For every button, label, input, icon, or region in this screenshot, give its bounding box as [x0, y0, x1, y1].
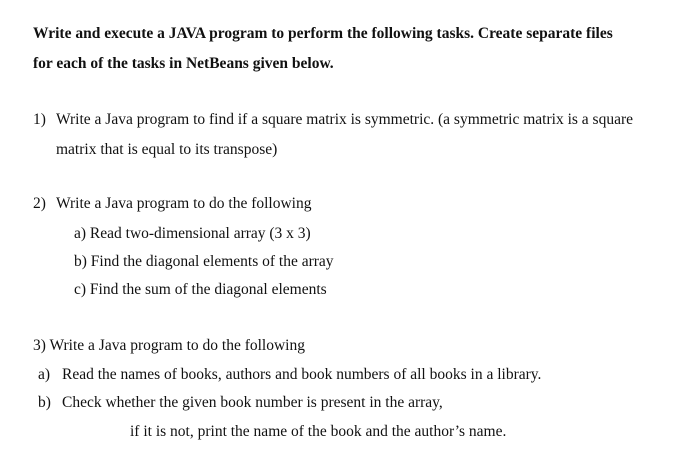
task-3-item-b-text: Check whether the given book number is present in the array, — [62, 394, 443, 411]
task-3-continuation: if it is not, print the name of the book and the author’s name. — [130, 423, 507, 440]
task-3-heading: 3) Write a Java program to do the following — [33, 337, 305, 354]
task-2-item-a: a) Read two-dimensional array (3 x 3) — [74, 225, 311, 242]
intro-line-2: for each of the tasks in NetBeans given below. — [33, 55, 334, 72]
task-2-number: 2) — [33, 195, 46, 212]
task-2-item-c: c) Find the sum of the diagonal elements — [74, 281, 327, 298]
intro-line-1: Write and execute a JAVA program to perform the following tasks. Create separate files — [33, 25, 613, 42]
task-3-item-a-label: a) — [38, 366, 51, 383]
task-1-line-2: matrix that is equal to its transpose) — [56, 141, 278, 158]
task-3-item-b-label: b) — [38, 394, 51, 411]
task-1-line-1: Write a Java program to find if a square matrix is symmetric. (a symmetric matrix is a square — [56, 111, 633, 128]
task-2-item-b: b) Find the diagonal elements of the array — [74, 253, 334, 270]
task-1-number: 1) — [33, 111, 46, 128]
task-2-heading: Write a Java program to do the following — [56, 195, 312, 212]
task-3-item-a-text: Read the names of books, authors and book numbers of all books in a library. — [62, 366, 542, 383]
